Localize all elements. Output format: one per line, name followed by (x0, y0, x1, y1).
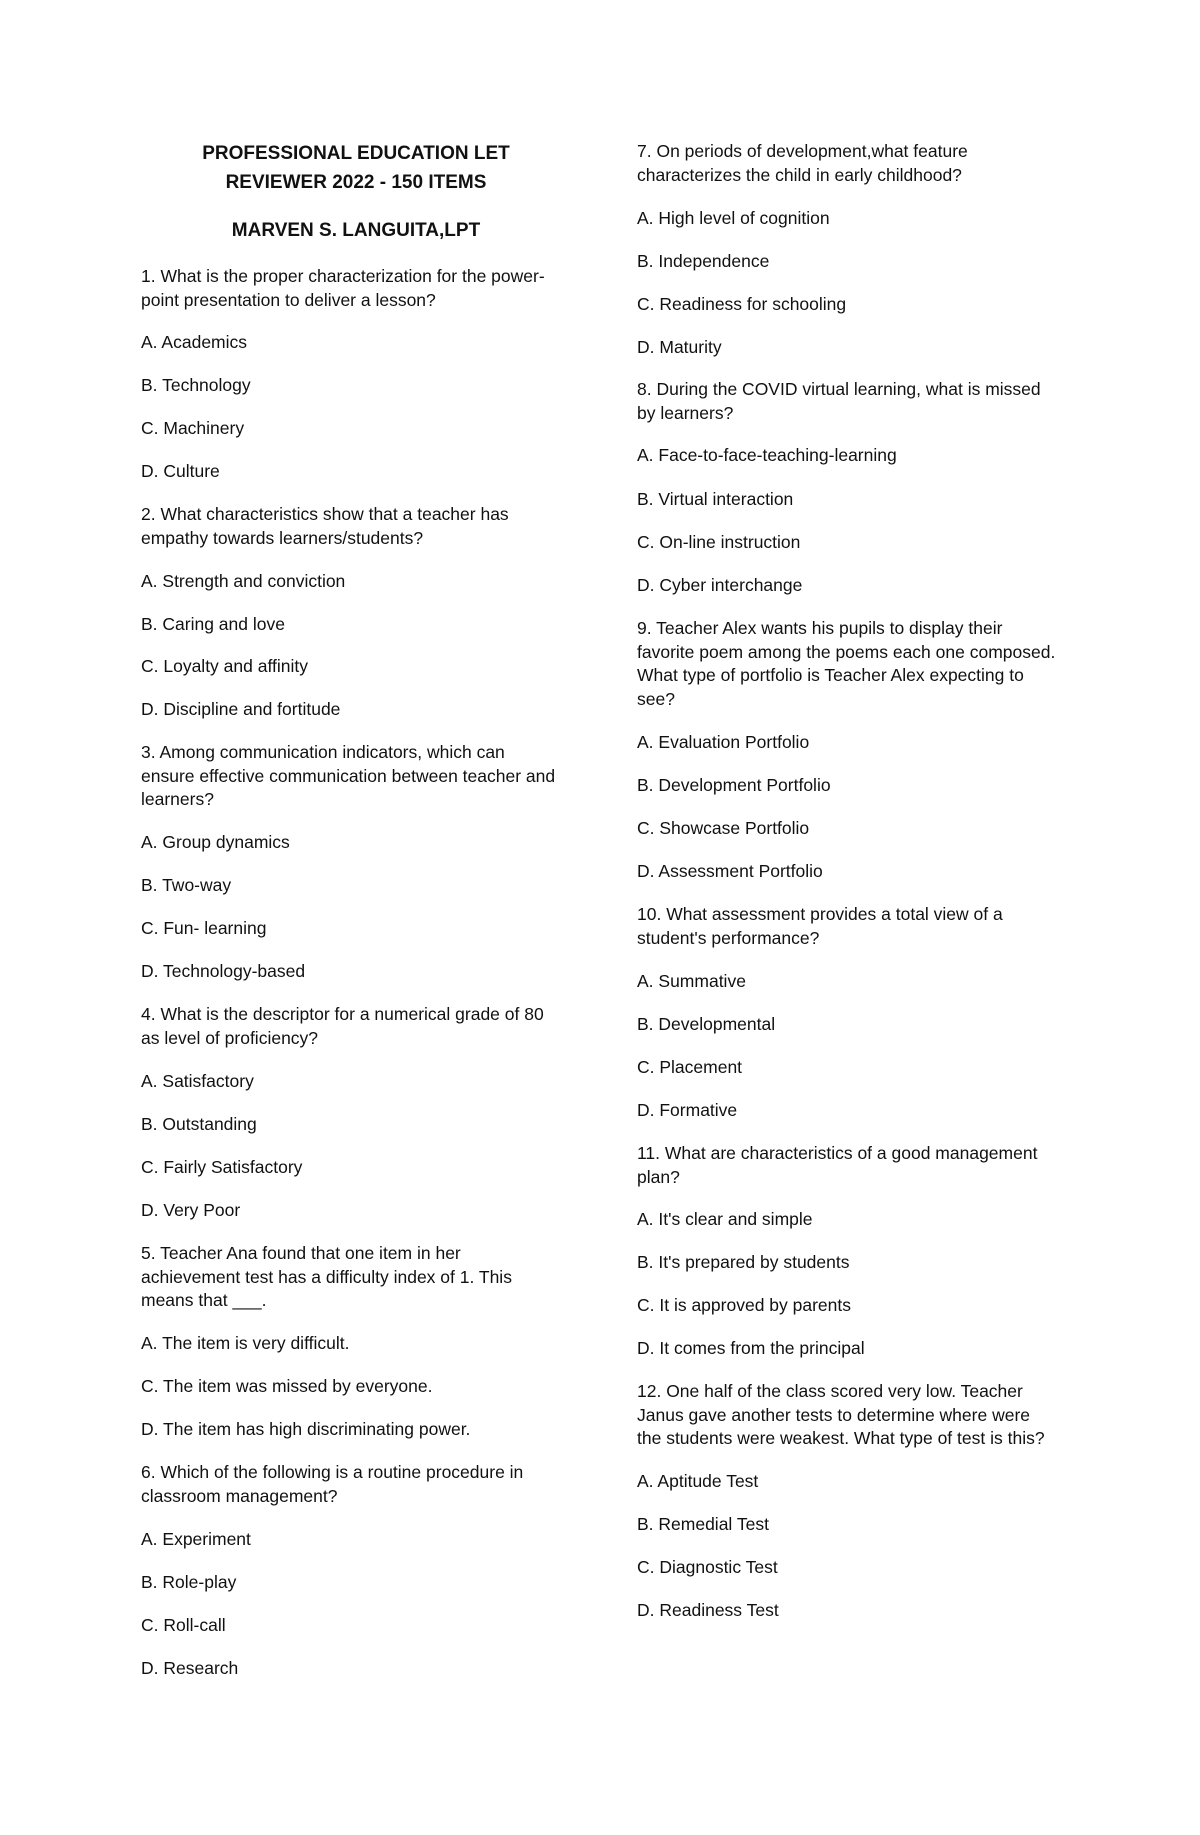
document-title-line-2: REVIEWER 2022 - 150 ITEMS (225, 172, 487, 193)
question-7-option-a: A. High level of cognition (637, 208, 830, 228)
question-12-text: 12. One half of the class scored very low. Teacher Janus gave another tests to determine where were the students were weakest. What type of test is this? (637, 1381, 1045, 1448)
question-7-text: 7. On periods of development,what feature characterizes the child in early childhood? (637, 141, 968, 185)
question-6-option-c: C. Roll-call (141, 1615, 226, 1635)
question-6-option-b: B. Role-play (141, 1572, 237, 1592)
question-10-option-d: D. Formative (637, 1100, 738, 1120)
question-2-text: 2. What characteristics show that a teacher has empathy towards learners/students? (141, 504, 509, 548)
question-10-option-c: C. Placement (637, 1057, 743, 1077)
question-9-option-d: D. Assessment Portfolio (637, 861, 823, 881)
question-3-option-b: B. Two-way (141, 875, 232, 895)
question-6-text: 6. Which of the following is a routine procedure in classroom management? (141, 1462, 524, 1506)
question-4-text: 4. What is the descriptor for a numerical grade of 80 as level of proficiency? (141, 1004, 544, 1048)
question-11-option-c: C. It is approved by parents (637, 1295, 851, 1315)
question-5-option-c: C. The item was missed by everyone. (141, 1376, 433, 1396)
question-1-option-d: D. Culture (141, 461, 220, 481)
question-4-option-a: A. Satisfactory (141, 1071, 254, 1091)
question-10-text: 10. What assessment provides a total view of a student's performance? (637, 904, 1003, 948)
question-12-option-a: A. Aptitude Test (637, 1471, 759, 1491)
question-2-option-a: A. Strength and conviction (141, 571, 346, 591)
question-8-option-b: B. Virtual interaction (637, 489, 794, 509)
question-4-option-d: D. Very Poor (141, 1200, 241, 1220)
question-5-option-a: A. The item is very difficult. (141, 1333, 350, 1353)
question-2-option-c: C. Loyalty and affinity (141, 656, 308, 676)
question-8-option-c: C. On-line instruction (637, 532, 801, 552)
question-7-option-b: B. Independence (637, 251, 770, 271)
question-9-option-b: B. Development Portfolio (637, 775, 831, 795)
question-6-option-d: D. Research (141, 1658, 239, 1678)
document-title-line-1: PROFESSIONAL EDUCATION LET (202, 143, 510, 164)
question-9-text: 9. Teacher Alex wants his pupils to display their favorite poem among the poems each one composed. What type of portfolio is Teacher Alex expecting to see? (637, 618, 1056, 709)
question-1-text: 1. What is the proper characterization for the power- point presentation to deliver a lesson? (141, 266, 545, 310)
question-3-option-a: A. Group dynamics (141, 832, 290, 852)
question-1-option-b: B. Technology (141, 375, 251, 395)
question-11-option-a: A. It's clear and simple (637, 1209, 813, 1229)
question-5-option-d: D. The item has high discriminating power. (141, 1419, 471, 1439)
question-5-text: 5. Teacher Ana found that one item in her achievement test has a difficulty index of 1. This means that ___. (141, 1243, 512, 1310)
question-2-option-b: B. Caring and love (141, 614, 285, 634)
question-3-option-d: D. Technology-based (141, 961, 306, 981)
question-4-option-b: B. Outstanding (141, 1114, 257, 1134)
question-11-text: 11. What are characteristics of a good management plan? (637, 1143, 1038, 1187)
question-12-option-d: D. Readiness Test (637, 1600, 779, 1620)
question-3-option-c: C. Fun- learning (141, 918, 267, 938)
question-8-option-a: A. Face-to-face-teaching-learning (637, 445, 897, 465)
question-8-option-d: D. Cyber interchange (637, 575, 803, 595)
question-10-option-a: A. Summative (637, 971, 746, 991)
question-12-option-b: B. Remedial Test (637, 1514, 769, 1534)
question-11-option-b: B. It's prepared by students (637, 1252, 850, 1272)
question-8-text: 8. During the COVID virtual learning, what is missed by learners? (637, 379, 1041, 423)
question-9-option-a: A. Evaluation Portfolio (637, 732, 810, 752)
question-11-option-d: D. It comes from the principal (637, 1338, 865, 1358)
question-2-option-d: D. Discipline and fortitude (141, 699, 341, 719)
question-10-option-b: B. Developmental (637, 1014, 776, 1034)
question-6-option-a: A. Experiment (141, 1529, 251, 1549)
question-1-option-c: C. Machinery (141, 418, 245, 438)
question-7-option-d: D. Maturity (637, 337, 722, 357)
question-3-text: 3. Among communication indicators, which can ensure effective communication between teacher and learners? (141, 742, 556, 809)
question-9-option-c: C. Showcase Portfolio (637, 818, 810, 838)
question-1-option-a: A. Academics (141, 332, 248, 352)
question-12-option-c: C. Diagnostic Test (637, 1557, 778, 1577)
document-author: MARVEN S. LANGUITA,LPT (231, 220, 481, 241)
question-4-option-c: C. Fairly Satisfactory (141, 1157, 303, 1177)
question-7-option-c: C. Readiness for schooling (637, 294, 847, 314)
